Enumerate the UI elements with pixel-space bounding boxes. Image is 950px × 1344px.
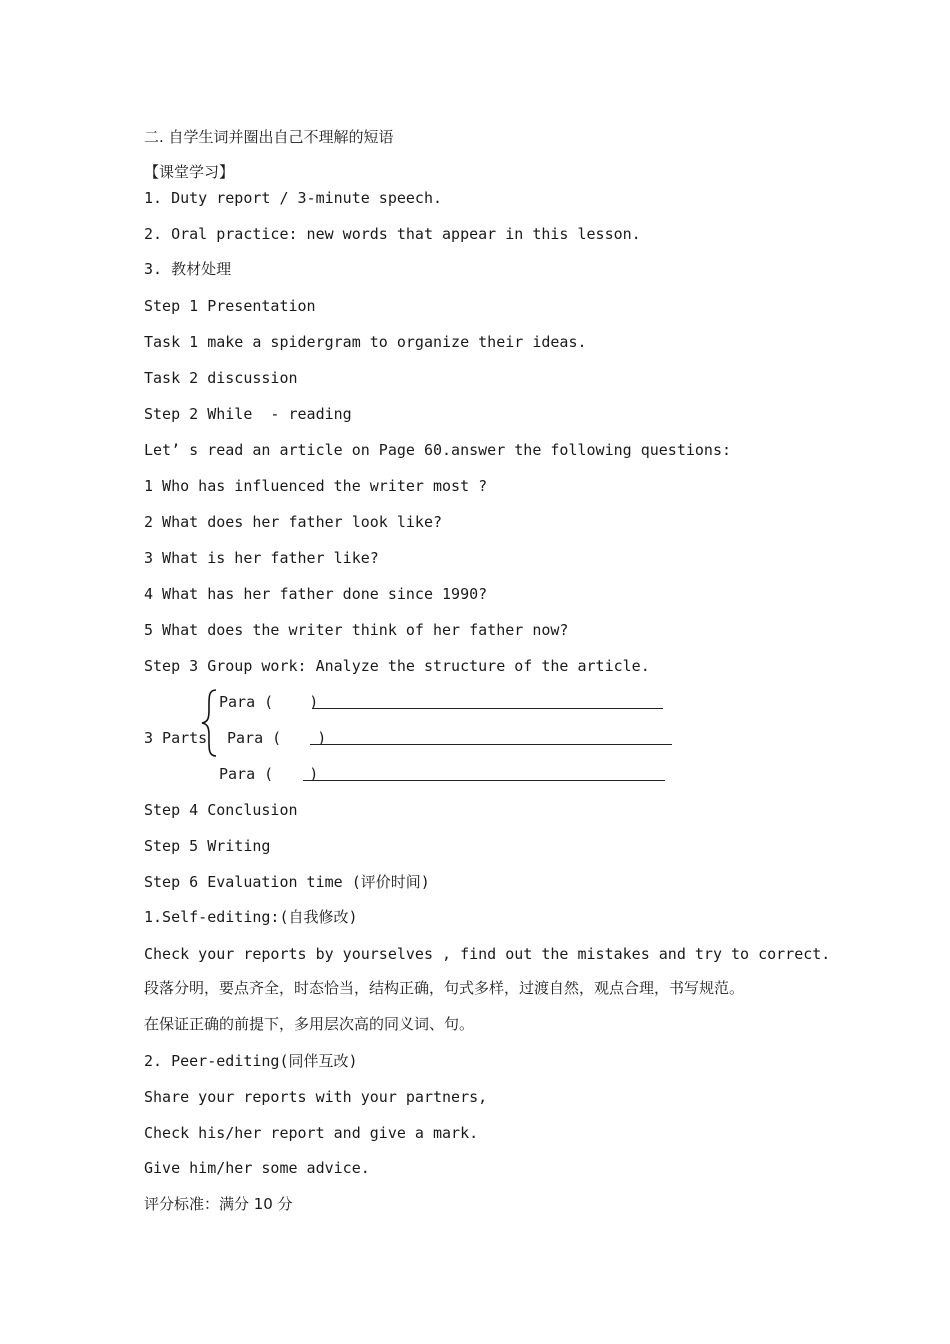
lets-read-instruction: Let’ s read an article on Page 60.answer the following questions: xyxy=(144,441,731,459)
peer-editing-line: Share your reports with your partners, xyxy=(144,1088,488,1106)
step-presentation: Step 1 Presentation xyxy=(144,297,316,315)
peer-editing-title: 2. Peer-editing(同伴互改) xyxy=(144,1052,358,1070)
self-editing-instruction: Check your reports by yourselves , find out the mistakes and try to correct. xyxy=(144,945,831,963)
self-editing-title: 1.Self-editing:(自我修改) xyxy=(144,908,358,926)
answer-blank[interactable] xyxy=(303,780,665,781)
step-conclusion: Step 4 Conclusion xyxy=(144,801,298,819)
question-item: 4 What has her father done since 1990? xyxy=(144,585,488,603)
scoring-standard: 评分标准：满分 10 分 xyxy=(144,1195,293,1213)
item-duty-report: 1. Duty report / 3-minute speech. xyxy=(144,189,443,207)
writing-requirements-note: 在保证正确的前提下，多用层次高的同义词、句。 xyxy=(144,1015,475,1033)
section-heading: 二. 自学生词并圈出自己不理解的短语 xyxy=(144,128,394,146)
writing-requirements: 段落分明，要点齐全，时态恰当，结构正确，句式多样，过渡自然，观点合理，书写规范。 xyxy=(144,979,745,997)
para-label: Para ( ) xyxy=(219,693,319,711)
para-label: Para ( ) xyxy=(227,729,327,747)
task-spidergram: Task 1 make a spidergram to organize their ideas. xyxy=(144,333,587,351)
item-textbook: 3. 教材处理 xyxy=(144,260,232,278)
step-evaluation: Step 6 Evaluation time (评价时间) xyxy=(144,873,430,891)
task-discussion: Task 2 discussion xyxy=(144,369,298,387)
para-label: Para ( ) xyxy=(219,765,319,783)
question-item: 1 Who has influenced the writer most ? xyxy=(144,477,488,495)
class-learning-heading: 【课堂学习】 xyxy=(144,163,235,181)
answer-blank[interactable] xyxy=(310,744,672,745)
peer-editing-line: Give him/her some advice. xyxy=(144,1159,370,1177)
question-item: 3 What is her father like? xyxy=(144,549,379,567)
question-item: 2 What does her father look like? xyxy=(144,513,443,531)
step-writing: Step 5 Writing xyxy=(144,837,271,855)
peer-editing-line: Check his/her report and give a mark. xyxy=(144,1124,479,1142)
answer-blank[interactable] xyxy=(312,708,663,709)
parts-label: 3 Parts xyxy=(144,729,208,747)
step-while-reading: Step 2 While - reading xyxy=(144,405,352,423)
curly-brace-icon xyxy=(200,688,220,758)
step-group-work: Step 3 Group work: Analyze the structure of the article. xyxy=(144,657,650,675)
question-item: 5 What does the writer think of her father now? xyxy=(144,621,569,639)
item-oral-practice: 2. Oral practice: new words that appear in this lesson. xyxy=(144,225,641,243)
